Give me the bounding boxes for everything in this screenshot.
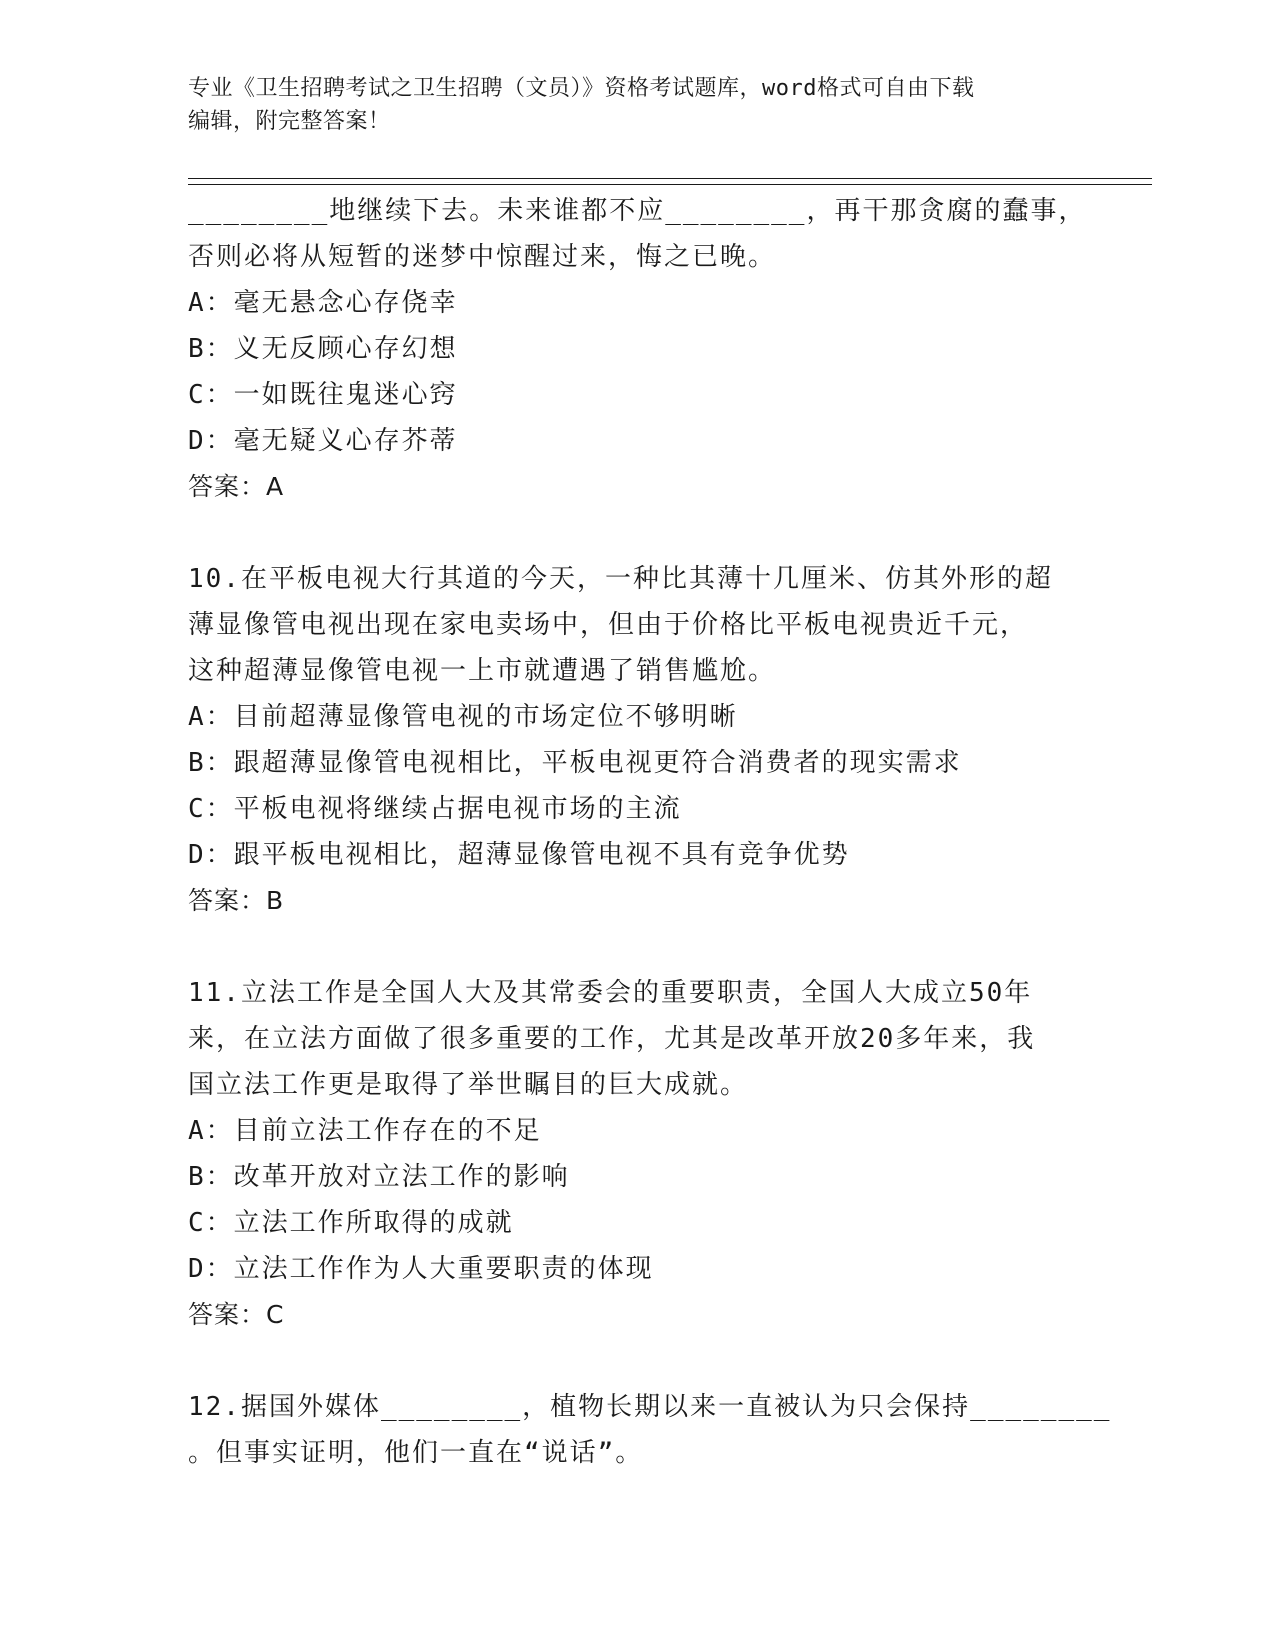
question-block-prev [188, 188, 1088, 510]
question-text-line: 10.在平板电视大行其道的今天，一种比其薄十几厘米、仿其外形的超 [188, 564, 1053, 594]
question-text-line: 12.据国外媒体________，植物长期以来一直被认为只会保持________ [188, 1392, 1112, 1422]
question-text-line: 来，在立法方面做了很多重要的工作，尤其是改革开放20多年来，我 [188, 1024, 1036, 1054]
question-list [188, 188, 1112, 1476]
option-a: A：目前超薄显像管电视的市场定位不够明晰 [188, 702, 738, 732]
header-line-1: 专业《卫生招聘考试之卫生招聘（文员）》资格考试题库，word格式可自由下载 [188, 76, 975, 101]
option-a: A：目前立法工作存在的不足 [188, 1116, 542, 1146]
option-c: C：立法工作所取得的成就 [188, 1208, 514, 1238]
option-b: B：跟超薄显像管电视相比，平板电视更符合消费者的现实需求 [188, 748, 962, 778]
header-line-2: 编辑，附完整答案！ [188, 109, 391, 134]
question-block-11 [188, 970, 1088, 1338]
spacer [188, 510, 1088, 556]
option-d: D：立法工作作为人大重要职责的体现 [188, 1254, 654, 1284]
spacer [188, 924, 1088, 970]
option-b: B：义无反顾心存幻想 [188, 334, 458, 364]
question-text-line: 这种超薄显像管电视一上市就遭遇了销售尴尬。 [188, 656, 777, 686]
answer-label: 答案：A [188, 472, 285, 501]
document-header [188, 72, 1088, 138]
answer-label: 答案：B [188, 886, 285, 915]
option-c: C：一如既往鬼迷心窍 [188, 380, 458, 410]
option-c: C：平板电视将继续占据电视市场的主流 [188, 794, 682, 824]
option-d: D：毫无疑义心存芥蒂 [188, 426, 458, 456]
question-text-line: 否则必将从短暂的迷梦中惊醒过来，悔之已晚。 [188, 242, 777, 272]
header-divider-bottom [188, 184, 1152, 185]
question-text-line: 国立法工作更是取得了举世瞩目的巨大成就。 [188, 1070, 749, 1100]
question-text-line: 11.立法工作是全国人大及其常委会的重要职责，全国人大成立50年 [188, 978, 1033, 1008]
option-a: A：毫无悬念心存侥幸 [188, 288, 458, 318]
option-b: B：改革开放对立法工作的影响 [188, 1162, 570, 1192]
question-text-line: 。但事实证明，他们一直在“说话”。 [188, 1438, 644, 1468]
spacer [188, 1338, 1088, 1384]
question-text-line: ________地继续下去。未来谁都不应________，再干那贪腐的蠢事， [188, 196, 1087, 226]
answer-label: 答案：C [188, 1300, 285, 1329]
question-block-12 [188, 1384, 1112, 1476]
header-divider-top [188, 178, 1152, 179]
question-block-10 [188, 556, 1088, 924]
question-text-line: 薄显像管电视出现在家电卖场中，但由于价格比平板电视贵近千元， [188, 610, 1029, 640]
option-d: D：跟平板电视相比，超薄显像管电视不具有竞争优势 [188, 840, 850, 870]
